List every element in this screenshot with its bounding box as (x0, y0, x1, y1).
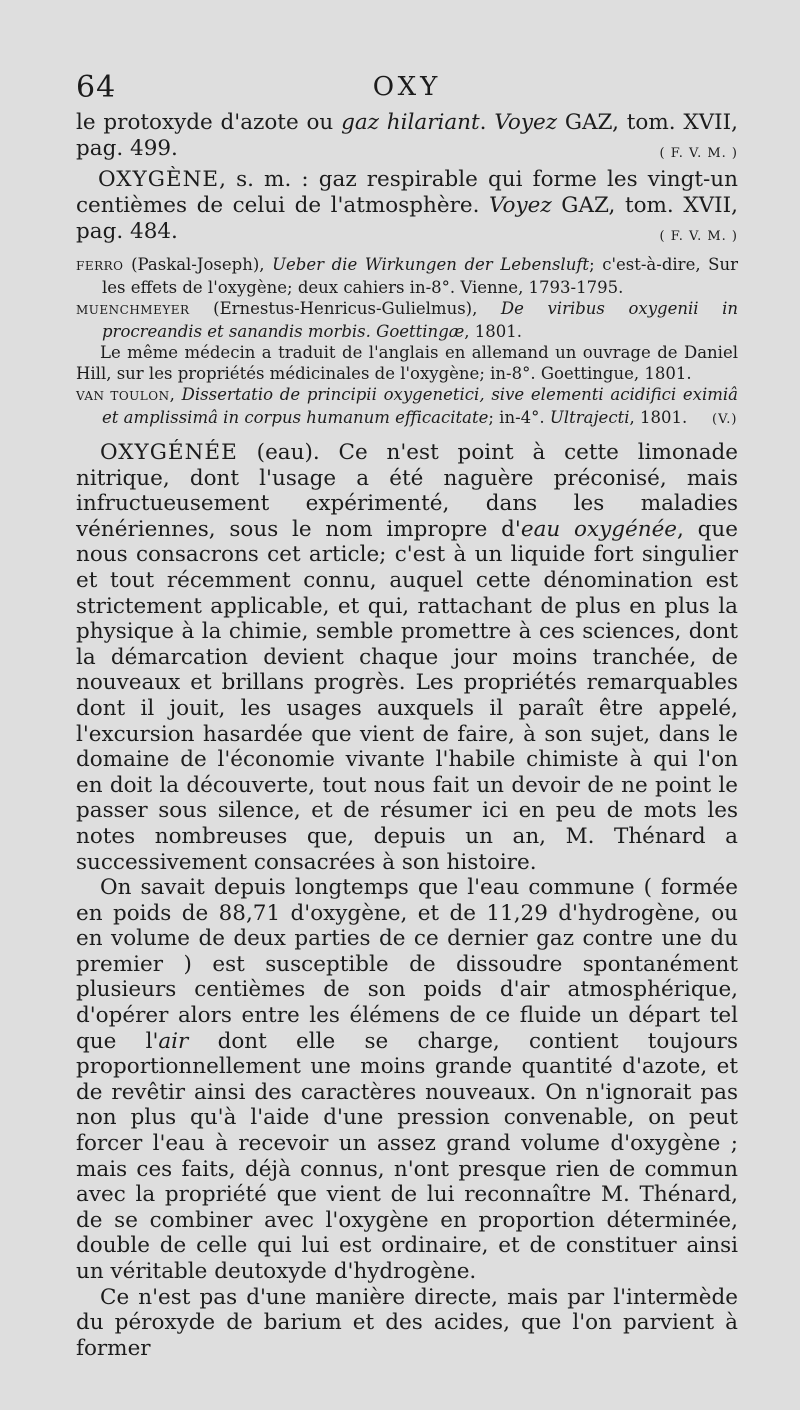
entry-protoxyde: le protoxyde d'azote ou gaz hilariant. Voyez GAZ, tom. XVII, pag. 499. ( F. V. M. ) (76, 110, 738, 162)
bib-author: VAN TOULON (76, 389, 170, 403)
bib-place: Ultrajecti (549, 408, 630, 427)
entry-oxygene: OXYGÈNE, s. m. : gaz respirable qui forme les vingt-un centièmes de celui de l'atmosphère. Voyez GAZ, tom. XVII, pag. 484. ( F. V. M. ) (76, 167, 738, 245)
bib-title: De viribus oxygenii in procreandis et sanandis morbis. Goettingæ (102, 299, 738, 341)
bibliography-entry: VAN TOULON, Dissertatio de principii oxygenetici, sive elementi acidifici eximiâ et amplissimâ in corpus humanum efficacitate; in-4°. Ultrajecti, 1801. (V.) (76, 385, 738, 427)
bib-author: MUENCHMEYER (76, 303, 190, 317)
page-number: 64 (76, 70, 117, 105)
running-title: OXY (372, 72, 442, 102)
entry-headword: OXYGÈNE (98, 167, 220, 192)
bibliography-entry: FERRO (Paskal-Joseph), Ueber die Wirkungen der Lebensluft; c'est-à-dire, Sur les effets de l'oxygène; deux cahiers in-8°. Vienne, 1793-1795. (76, 255, 738, 297)
bib-author: FERRO (76, 259, 124, 273)
bibliography-note: Le même médecin a traduit de l'anglais en allemand un ouvrage de Daniel Hill, sur les propriétés médicinales de l'oxygène; in-8°. Goettingue, 1801. (76, 343, 738, 383)
voyez-reference: Voyez (489, 193, 552, 218)
bib-title: Ueber die Wirkungen der Lebensluft (272, 255, 590, 274)
author-signature: ( F. V. M. ) (659, 146, 738, 161)
bib-title: Dissertatio de principii oxygenetici, sive elementi acidifici eximiâ et amplissimâ in corpus humanum efficacitate (102, 385, 738, 427)
entry-headword: OXYGÉNÉE (100, 440, 238, 465)
paragraph-peroxyde: Ce n'est pas d'une manière directe, mais par l'intermède du péroxyde de barium et des acides, que l'on parvient à former (76, 1284, 738, 1361)
entry-oxygenee: OXYGÉNÉE (eau). Ce n'est point à cette limonade nitrique, dont l'usage a été naguère préconisé, mais infructueusement expérimenté, dans les maladies vénériennes, sous le nom impropre d'eau oxygénée, que nous consacrons cet article; c'est à un liquide fort singulier et tout récemment connu, auquel cette dénomination est strictement applicable, et qui, rattachant de plus en plus la physique à la chimie, semble promettre à ces sciences, dont la démarcation devient chaque jour moins tranchée, de nouveaux et brillans progrès. Les propriétés remarquables dont il jouit, les usages auxquels il paraît être appelé, l'excursion hasardée que vient de faire, à son sujet, dans le domaine de l'économie vivante l'habile chimiste à qui l'on en doit la découverte, tout nous fait un devoir de ne point le passer sous silence, et de résumer ici en peu de mots les notes nombreuses que, depuis un an, M. Thénard a successivement consacrées à son histoire. (76, 440, 738, 875)
italic-term: gaz hilariant (341, 110, 480, 135)
italic-term: air (158, 1028, 189, 1054)
page-header (76, 70, 738, 110)
author-signature: ( F. V. M. ) (659, 229, 738, 244)
paragraph-eau-commune: On savait depuis longtemps que l'eau commune ( formée en poids de 88,71 d'oxygène, et de 11,29 d'hydrogène, ou en volume de deux parties de ce dernier gaz contre une du premier ) est susceptible de dissoudre spontanément plusieurs centièmes de son poids d'air atmosphérique, d'opérer alors entre les élémens de ce fluide un départ tel que l'air dont elle se charge, contient toujours proportionnellement une moins grande quantité d'azote, et de revêtir ainsi des caractères nouveaux. On n'ignorait pas non plus qu'à l'aide d'une pression convenable, on peut forcer l'eau à recevoir un assez grand volume d'oxygène ; mais ces faits, déjà connus, n'ont presque rien de commun avec la propriété que vient de lui reconnaître M. Thénard, de se combiner avec l'oxygène en proportion déterminée, double de celle qui lui est ordinaire, et de constituer ainsi un véritable deutoxyde d'hydrogène. (76, 875, 738, 1284)
italic-term: eau oxygénée (520, 516, 678, 542)
voyez-reference: Voyez (494, 110, 558, 135)
bibliography-entry: MUENCHMEYER (Ernestus-Henricus-Gulielmus), De viribus oxygenii in procreandis et sanandis morbis. Goettingæ, 1801. (76, 299, 738, 341)
